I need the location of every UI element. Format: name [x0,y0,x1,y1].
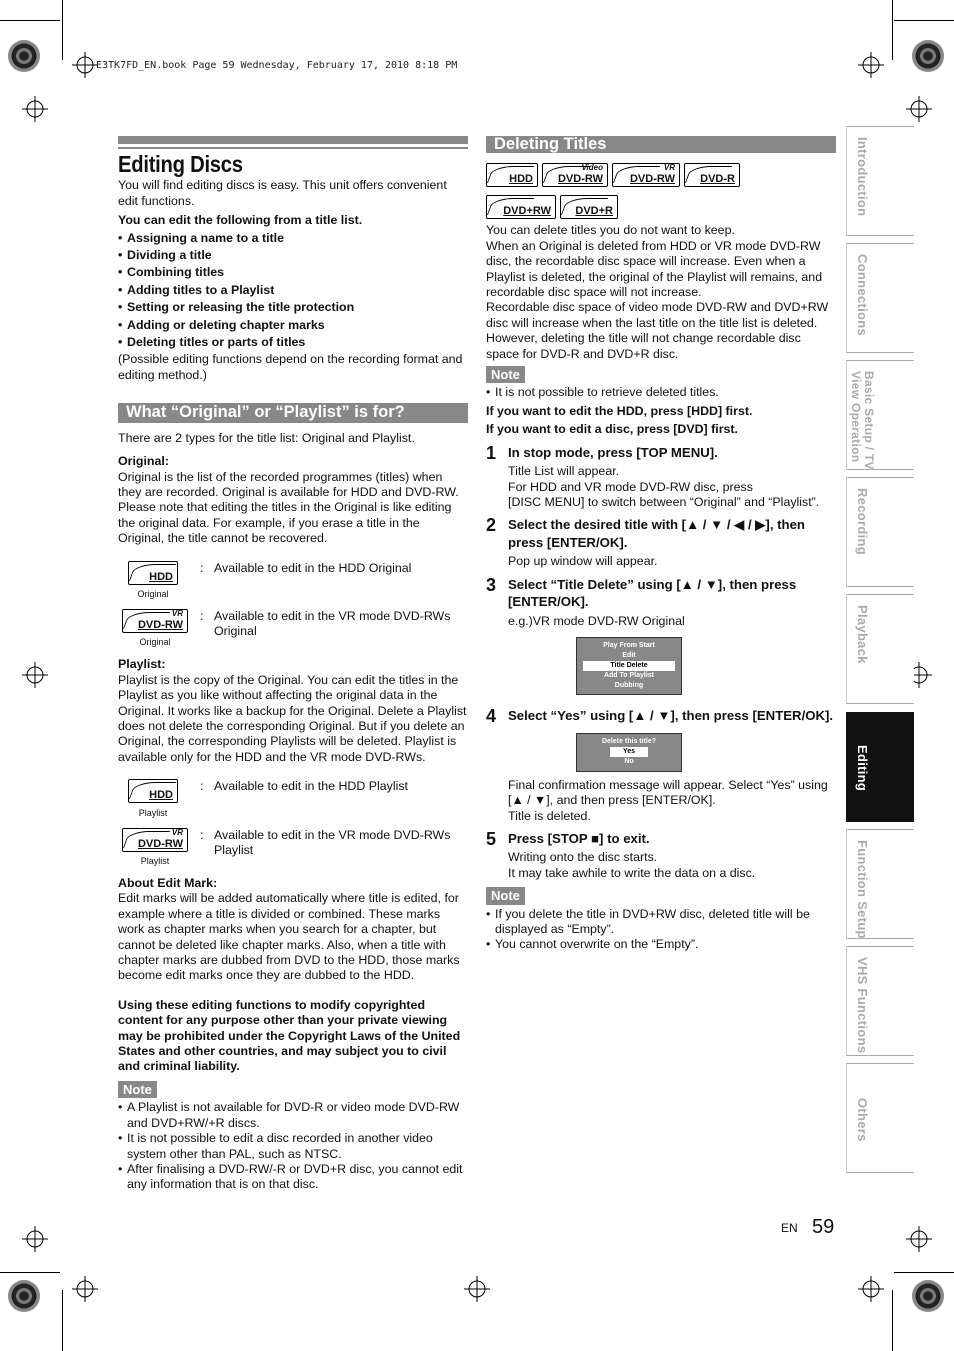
dvdrw-video-logo: Video DVD-RW [542,163,608,187]
icon-description: Available to edit in the HDD Original [214,560,412,575]
page-number: 59 [812,1216,835,1238]
intro-text: When an Original is deleted from HDD or VR mode DVD-RW disc, the recordable disc space will increase. Even when a Playlist is deleted, the original of the Playlist will remains, and recordable disc space will not increase. [486,238,823,300]
copyright-warning: Using these editing functions to modify copyrighted content for any purpose other than your private viewing may be prohibited under the Copyright Laws of the United States and other countries, and may subject you to civil and criminal liability. [118,997,461,1074]
step-heading: Select the desired title with [▲ / ▼ / ◀ / ▶], then press [ENTER/OK]. [508,517,805,550]
tab-vhs-functions[interactable]: VHS Functions [846,946,914,1056]
tab-recording[interactable]: Recording [846,477,914,587]
menu-item: Dubbing [614,682,644,690]
registration-rosette-top-right [912,40,944,72]
list-item: • Assigning a name to a title [118,231,468,246]
confirm-yes: Yes [610,747,648,757]
hdd-playlist-logo: HDD Playlist [122,779,184,817]
icon-row: VR DVD-RW Original : Available to edit in the VR mode DVD-RWs Original [118,609,468,647]
list-item: • Combining titles [118,265,468,280]
registration-target-icon [906,1226,932,1252]
note-label: Note [118,1081,157,1098]
section-heading: Deleting Titles [486,136,836,153]
icon-description: Available to edit in the VR mode DVD-RWs Original [214,608,451,639]
step-3: 3 Select “Title Delete” using [▲ / ▼], then press [ENTER/OK]. e.g.)VR mode DVD-RW Original Play From Start Edit Title Delete Add To Playlist Dubbing [486,576,836,701]
crop-mark [892,1290,893,1351]
registration-target-icon [72,1276,98,1302]
crop-mark [894,20,954,21]
tab-editing[interactable]: Editing [846,712,914,822]
registration-rosette-bottom-left [8,1280,40,1312]
registration-target-icon [22,1226,48,1252]
confirm-question: Delete this title? [601,737,657,745]
tab-function-setup[interactable]: Function Setup [846,829,914,939]
note-list [118,1100,468,1192]
registration-rosette-top-left [8,40,40,72]
crop-mark [62,1290,63,1351]
list-item: • Deleting titles or parts of titles [118,335,468,350]
step-heading: Press [STOP ■] to exit. [508,830,650,846]
playlist-heading: Playlist: [118,657,166,672]
edit-mark-heading: About Edit Mark: [118,876,218,890]
icon-row: HDD Original : Available to edit in the HDD Original [118,561,468,599]
intro-text: Recordable disc space of video mode DVD-RW and DVD+RW disc will increase when the last title on the title list is deleted. However, deleting the title will not change recordable disc space for DVD-R and DVD+R disc. [486,300,829,361]
title-bar-thin [118,147,468,149]
confirm-dialog-screen [576,733,682,772]
dvdr-logo: DVD-R [684,163,740,187]
dvdrw-vr-playlist-logo: VR DVD-RW Playlist [120,828,190,866]
dvdrw-vr-logo: VR DVD-RW [612,163,680,187]
note-item: • You cannot overwrite on the “Empty”. [486,937,836,952]
crop-mark [0,1272,60,1273]
list-item: • Adding or deleting chapter marks [118,318,468,333]
playlist-text: Playlist is the copy of the Original. You can edit the titles in the Playlist as you like without affecting the original data in the Original. It works like a backup for the Original. Delete a Playlist does not delete the corresponding Original. But if you delete an Original, the corresponding Playlists will be deleted. Playlist is available only for the HDD and the VR mode DVD-RWs. [118,672,467,764]
list-item: • Adding titles to a Playlist [118,283,468,298]
step-4: 4 Select “Yes” using [▲ / ▼], then press [ENTER/OK]. Delete this title? Yes No Final confirmation message will appear. Select “Yes” using [▲ / ▼], and then press [ENTER/OK]. Title is deleted. [486,707,836,824]
note-item: • After finalising a DVD-RW/-R or DVD+R disc, you cannot edit any information that is on that disc. [118,1162,468,1193]
step-5: 5 Press [STOP ■] to exit. Writing onto the disc starts. It may take awhile to write the data on a disc. [486,830,836,881]
menu-item-selected: Title Delete [583,661,675,671]
right-column [486,136,836,953]
page-language: EN [781,1221,798,1235]
tab-others[interactable]: Others [846,1063,914,1173]
menu-item: Play From Start [603,642,655,650]
list-item: • Dividing a title [118,248,468,263]
note-item: • If you delete the title in DVD+RW disc, deleted title will be displayed as “Empty”. [486,907,836,938]
icon-row: VR DVD-RW Playlist : Available to edit in the VR mode DVD-RWs Playlist [118,828,468,866]
note-item: • It is not possible to retrieve deleted titles. [486,385,836,400]
crop-mark [892,0,893,60]
registration-target-icon [464,1276,490,1302]
step-heading: Select “Yes” using [▲ / ▼], then press [ENTER/OK]. [508,708,834,724]
dvd-first-instruction: If you want to edit a disc, press [DVD] first. [486,422,738,437]
tab-connections[interactable]: Connections [846,243,914,353]
registration-target-icon [72,52,98,78]
section-heading: What “Original” or “Playlist” is for? [118,403,468,422]
hdd-original-logo: HDD Original [122,561,184,599]
crop-mark [62,0,63,60]
registration-target-icon [22,96,48,122]
disc-logo-row [486,163,786,219]
note-list [486,907,836,953]
page-title: Editing Discs [118,151,243,177]
menu-item: Edit [622,652,636,660]
crop-mark [894,1272,954,1273]
tab-playback[interactable]: Playback [846,594,914,704]
note-label: Note [486,366,525,383]
registration-target-icon [858,52,884,78]
hdd-logo: HDD [486,163,538,187]
dvdplusr-logo: DVD+R [560,195,618,219]
list-item: • Setting or releasing the title protection [118,300,468,315]
section-intro: There are 2 types for the title list: Original and Playlist. [118,430,415,445]
step-heading: In stop mode, press [TOP MENU]. [508,444,718,460]
intro-text: You can delete titles you do not want to keep. [486,223,735,238]
icon-row: HDD Playlist : Available to edit in the HDD Playlist [118,779,468,817]
icon-description: Available to edit in the VR mode DVD-RWs Playlist [214,827,451,857]
left-column [118,136,468,1193]
registration-target-icon [22,662,48,688]
note-item: • It is not possible to edit a disc recorded in another video system other than PAL, such as NTSC. [118,1131,468,1162]
intro-text: You will find editing discs is easy. This unit offers convenient edit functions. [118,178,447,208]
crop-mark [0,20,60,21]
icon-description: Available to edit in the HDD Playlist [214,779,408,794]
dvdrw-vr-original-logo: VR DVD-RW Original [120,609,190,647]
original-text: Original is the list of the recorded programmes (titles) when they are recorded. Original is available for HDD and DVD-RW. Please note that editing the titles in the Original is like editing the original data. For example, if you erase a title in the Original, the title cannot be recovered. [118,469,459,546]
dvdplusrw-logo: DVD+RW [486,195,556,219]
edit-function-list [118,231,468,351]
note-list [486,385,836,400]
registration-rosette-bottom-right [912,1280,944,1312]
tab-basic-setup[interactable]: Basic Setup / TV View Operation [846,360,914,470]
step-2: 2 Select the desired title with [▲ / ▼ / ◀ / ▶], then press [ENTER/OK]. Pop up window will appear. [486,516,836,569]
popup-menu-screen [576,637,682,695]
menu-item: Add To Playlist [603,672,655,680]
note-item: • A Playlist is not available for DVD-R or video mode DVD-RW and DVD+RW/+R discs. [118,1100,468,1131]
hdd-first-instruction: If you want to edit the HDD, press [HDD] first. [486,403,753,418]
tab-introduction[interactable]: Introduction [846,126,914,236]
file-stamp: E3TK7FD_EN.book Page 59 Wednesday, February 17, 2010 8:18 PM [96,60,458,71]
list-heading: You can edit the following from a title list. [118,213,363,228]
note-label: Note [486,887,525,904]
step-1: 1 In stop mode, press [TOP MENU]. Title List will appear. For HDD and VR mode DVD-RW disc, press [DISC MENU] to switch between “Original” and “Playlist”. [486,444,836,511]
title-bar [118,136,468,144]
step-heading: Select “Title Delete” using [▲ / ▼], then press [ENTER/OK]. [508,576,797,610]
original-heading: Original: [118,454,169,469]
edit-mark-text: Edit marks will be added automatically where title is edited, for example where a title is divided or combined. These marks work as chapter marks when you search for a chapter, but cannot be deleted like chapter marks. Also, when a title with chapter marks are dubbed from DVD to the HDD, those marks become edit marks once they are dubbed to the HDD. [118,891,460,983]
confirm-no: No [624,757,634,765]
registration-target-icon [906,96,932,122]
registration-target-icon [858,1276,884,1302]
list-note: (Possible editing functions depend on the recording format and editing method.) [118,352,463,382]
